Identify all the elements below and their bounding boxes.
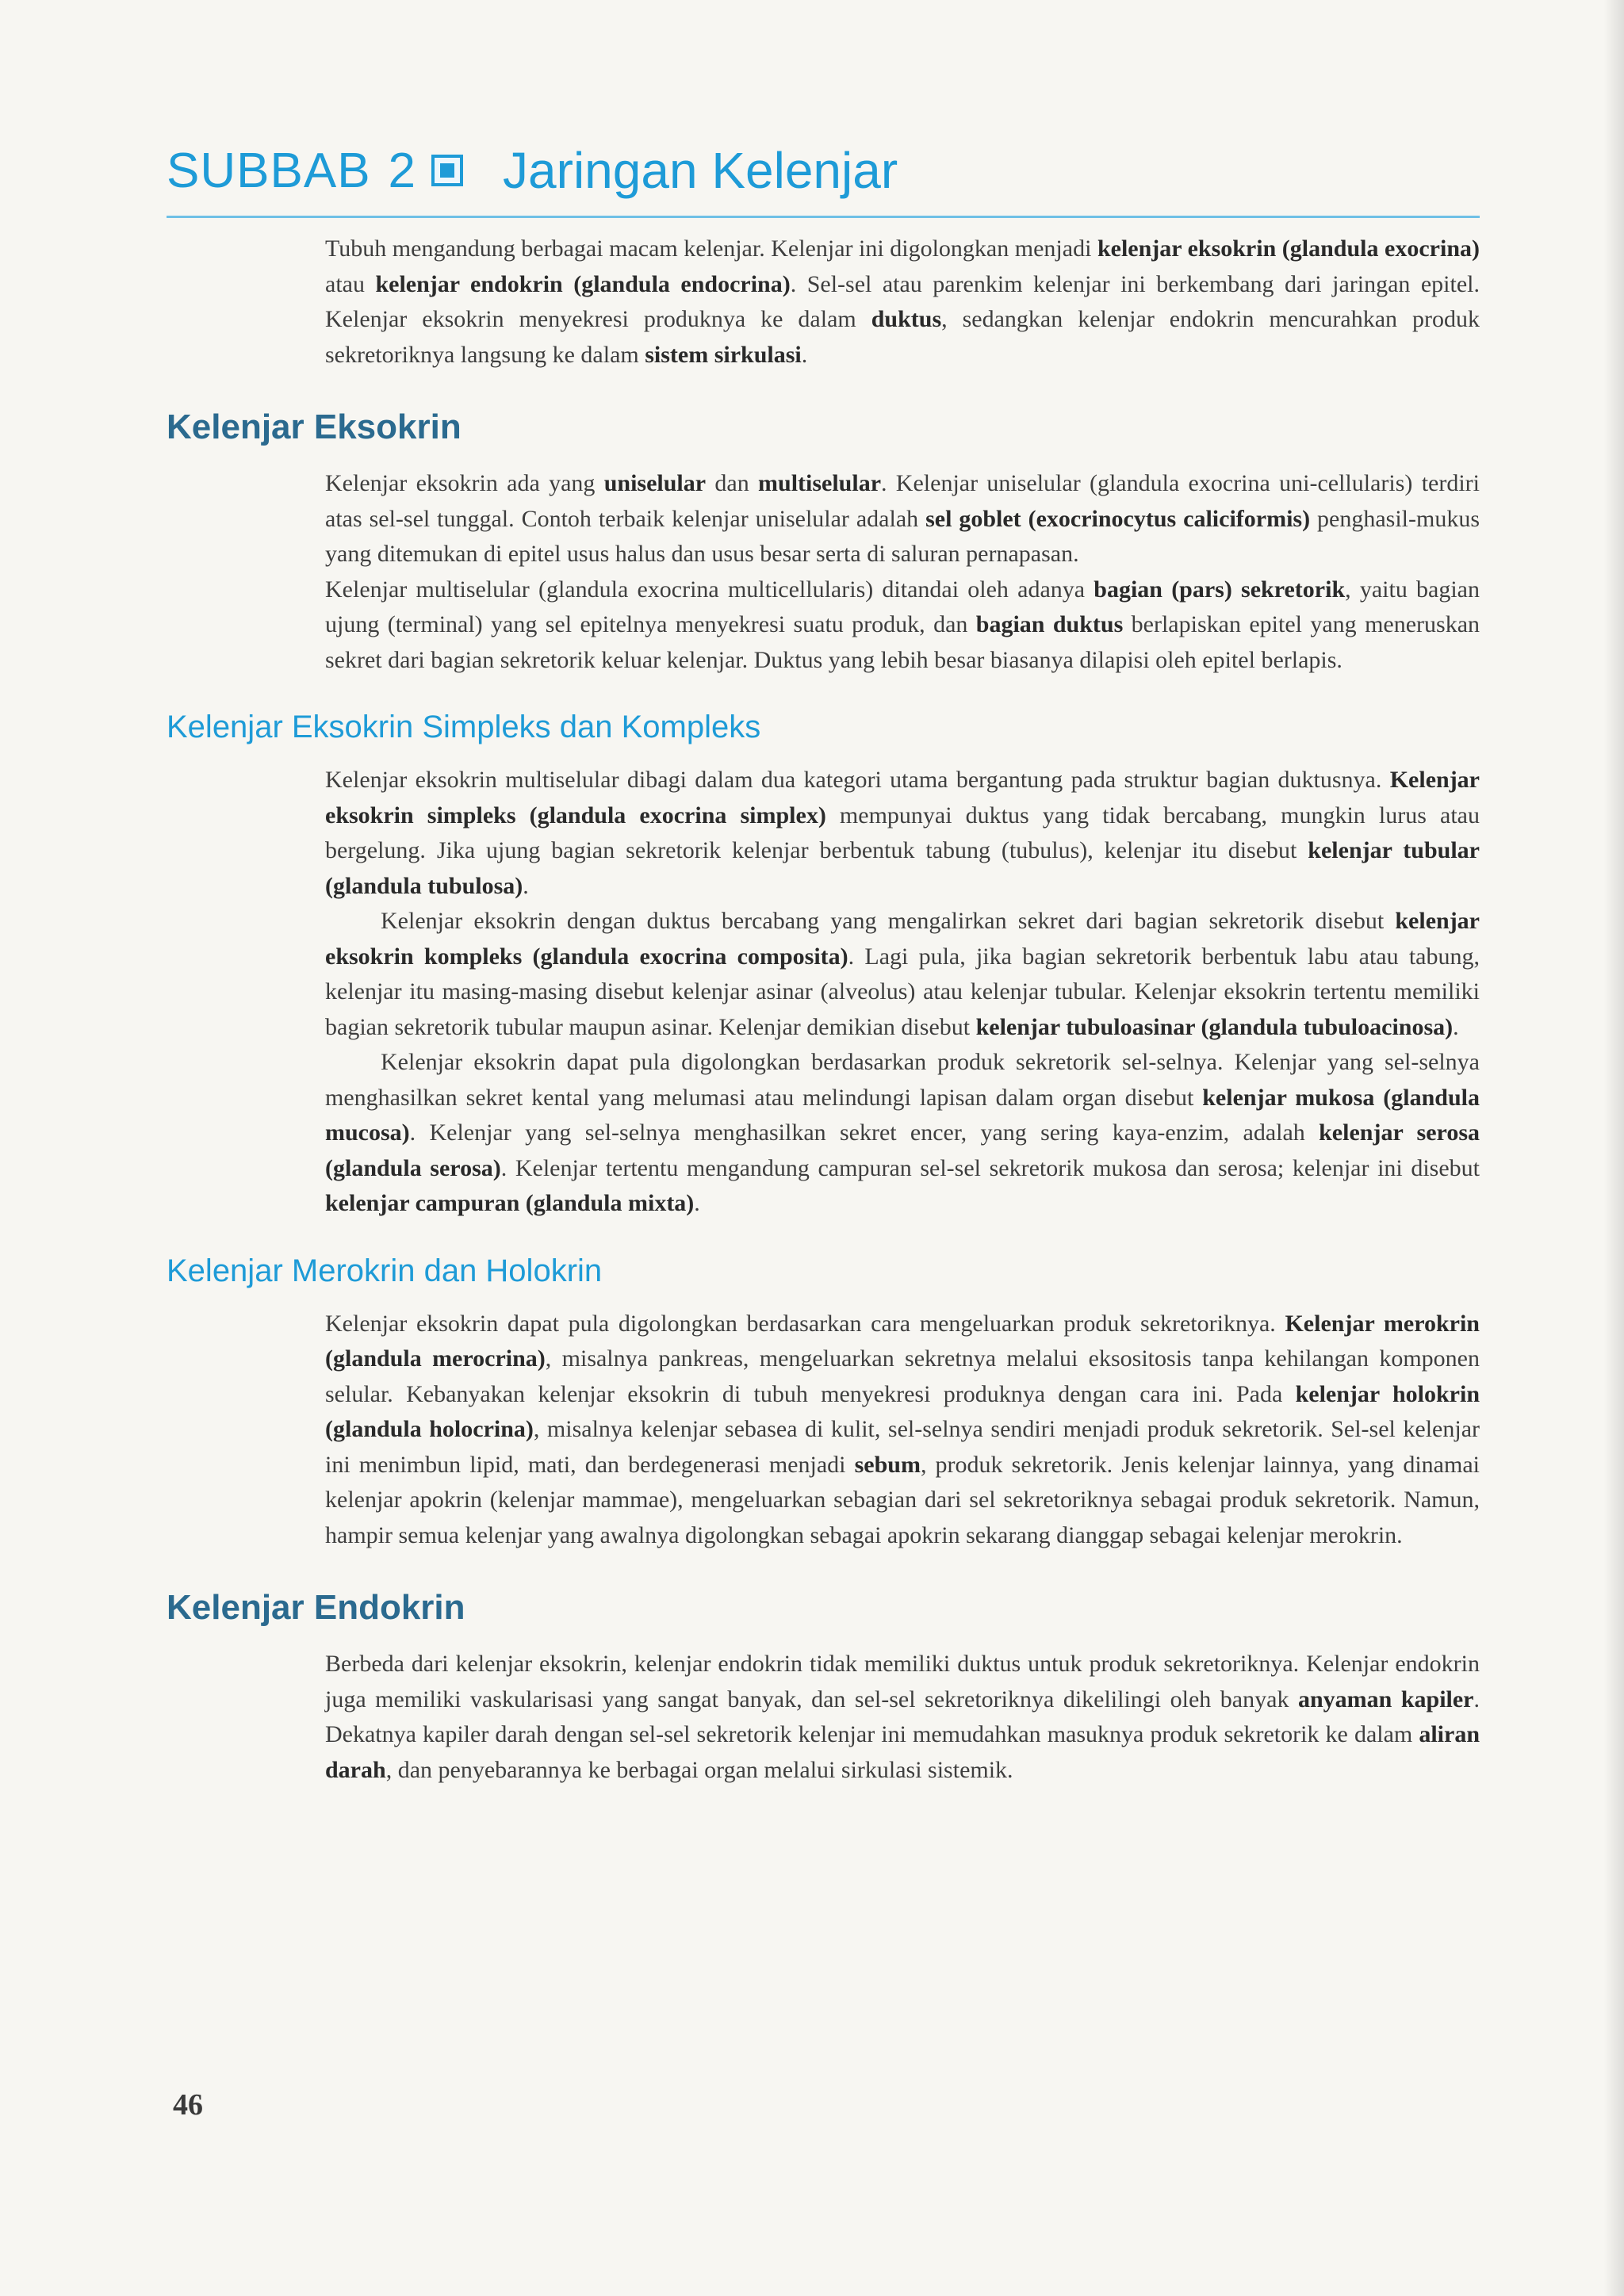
square-bullet-icon bbox=[431, 155, 463, 186]
bold-term: kelenjar eksokrin (glandula exocrina) bbox=[1097, 235, 1480, 262]
bold-term: Kelenjar merokrin (glandula merocrina) bbox=[325, 1310, 1480, 1372]
bold-term: kelenjar holokrin (glandula holocrina) bbox=[325, 1380, 1480, 1442]
text-run: Berbeda dari kelenjar eksokrin, kelenjar endokrin tidak memiliki duktus untuk produk sekretoriknya. Kelenjar endokrin juga memiliki vaskularisasi yang sangat banyak, dan sel-sel sekretoriknya dikelilingi oleh banyak bbox=[325, 1651, 1480, 1712]
text-run: dan bbox=[706, 470, 759, 496]
text-run: penghasil-mukus yang ditemukan di epitel usus halus dan usus besar serta di saluran pernapasan. bbox=[325, 505, 1480, 567]
bold-term: kelenjar endokrin (glandula endocrina) bbox=[375, 270, 791, 297]
paragraph bbox=[325, 572, 1480, 679]
bold-term: aliran darah bbox=[325, 1721, 1480, 1783]
heading-simpleks-kompleks: Kelenjar Eksokrin Simpleks dan Kompleks bbox=[167, 710, 761, 744]
bold-term: kelenjar serosa (glandula serosa) bbox=[325, 1119, 1480, 1181]
text-run: . Dekatnya kapiler darah dengan sel-sel sekretorik kelenjar ini memudahkan masuknya produk sekretorik ke dalam bbox=[325, 1686, 1480, 1747]
bold-term: kelenjar mukosa (glandula mucosa) bbox=[325, 1084, 1480, 1146]
paragraph bbox=[325, 466, 1480, 572]
text-run: , sedangkan kelenjar endokrin mencurahkan produk sekretoriknya langsung ke dalam bbox=[325, 306, 1480, 368]
page-title: Jaringan Kelenjar bbox=[503, 142, 898, 199]
paragraph bbox=[325, 232, 1480, 373]
bold-term: kelenjar tubular (glandula tubulosa) bbox=[325, 837, 1480, 899]
text-run: Kelenjar eksokrin dengan duktus bercabang yang mengalirkan sekret dari bagian sekretorik disebut bbox=[381, 908, 1396, 934]
text-run: mempunyai duktus yang tidak bercabang, mungkin lurus atau bergelung. Jika ujung bagian sekretorik kelenjar berbentuk tabung (tubulus), kelenjar itu disebut bbox=[325, 802, 1480, 863]
text-run: . Kelenjar tertentu mengandung campuran sel-sel sekretorik mukosa dan serosa; kelenjar ini disebut bbox=[500, 1154, 1480, 1181]
text-run: . Kelenjar yang sel-selnya menghasilkan sekret encer, yang sering kaya-enzim, adalah bbox=[409, 1119, 1320, 1146]
heading-kelenjar-eksokrin: Kelenjar Eksokrin bbox=[167, 408, 462, 446]
bold-term: anyaman kapiler bbox=[1297, 1686, 1474, 1712]
text-run: , misalnya pankreas, mengeluarkan sekretnya melalui eksositosis tanpa kehilangan komponen selular. Kebanyakan kelenjar eksokrin di tubuh menyekresi produknya dengan cara ini. Pada bbox=[325, 1345, 1480, 1407]
text-run: . bbox=[1453, 1013, 1459, 1040]
text-run: Kelenjar multiselular (glandula exocrina multicellularis) ditandai oleh adanya bbox=[325, 576, 1094, 603]
text-run: . bbox=[801, 341, 808, 368]
bold-term: multiselular bbox=[758, 470, 882, 496]
text-run: . Kelenjar uniselular (glandula exocrina uni-cellularis) terdiri atas sel-sel tunggal. Contoh terbaik kelenjar uniselular adalah bbox=[325, 470, 1480, 532]
bold-term: Kelenjar eksokrin simpleks (glandula exocrina simplex) bbox=[325, 767, 1480, 828]
text-run: Tubuh mengandung berbagai macam kelenjar. Kelenjar ini digolongkan menjadi bbox=[325, 235, 1097, 262]
text-run: Kelenjar eksokrin ada yang bbox=[325, 470, 604, 496]
bold-term: uniselular bbox=[603, 470, 707, 496]
header-divider bbox=[167, 216, 1480, 218]
text-run: Kelenjar eksokrin dapat pula digolongkan berdasarkan cara mengeluarkan produk sekretoriknya. bbox=[325, 1310, 1285, 1337]
bold-term: duktus bbox=[871, 306, 942, 332]
text-run: , produk sekretorik. Jenis kelenjar lainnya, yang dinamai kelenjar apokrin (kelenjar mammae), mengeluarkan sebagian dari sel sekretoriknya sebagai produk sekretorik. Namun, hampir semua kelenjar yang awalnya digolongkan sebagai apokrin sekarang dianggap sebagai kelenjar merokrin. bbox=[325, 1451, 1480, 1548]
text-run: . bbox=[694, 1190, 700, 1216]
heading-kelenjar-endokrin: Kelenjar Endokrin bbox=[167, 1588, 465, 1627]
text-run: , misalnya kelenjar sebasea di kulit, sel-selnya sendiri menjadi produk sekretorik. Sel-sel kelenjar ini menimbun lipid, mati, dan berdegenerasi menjadi bbox=[325, 1416, 1480, 1478]
bold-term: kelenjar eksokrin kompleks (glandula exocrina composita) bbox=[325, 908, 1480, 970]
text-run: . bbox=[523, 872, 529, 899]
text-run: Kelenjar eksokrin multiselular dibagi dalam dua kategori utama bergantung pada struktur bagian duktusnya. bbox=[325, 767, 1390, 793]
page-number: 46 bbox=[173, 2088, 203, 2122]
paragraph bbox=[325, 1307, 1480, 1554]
text-run: . Sel-sel atau parenkim kelenjar ini berkembang dari jaringan epitel. Kelenjar eksokrin menyekresi produknya ke dalam bbox=[325, 270, 1480, 332]
bold-term: bagian duktus bbox=[975, 611, 1124, 637]
main-content bbox=[167, 232, 1480, 1788]
text-run: . Lagi pula, jika bagian sekretorik berbentuk labu atau tabung, kelenjar itu masing-masing disebut kelenjar asinar (alveolus) atau kelenjar tubular. Kelenjar eksokrin tertentu memiliki bagian sekretorik tubular maupun asinar. Kelenjar demikian disebut bbox=[325, 943, 1480, 1040]
bold-term: kelenjar tubuloasinar (glandula tubuloacinosa) bbox=[975, 1013, 1454, 1040]
bold-term: kelenjar campuran (glandula mixta) bbox=[325, 1190, 695, 1216]
text-run: atau bbox=[325, 270, 376, 297]
bold-term: sistem sirkulasi bbox=[645, 341, 802, 368]
paragraph bbox=[325, 1647, 1480, 1788]
subbab-label: SUBBAB bbox=[167, 143, 371, 198]
text-run: , dan penyebarannya ke berbagai organ melalui sirkulasi sistemik. bbox=[385, 1756, 1013, 1783]
text-run: berlapiskan epitel yang meneruskan sekret dari bagian sekretorik keluar kelenjar. Duktus yang lebih besar biasanya dilapisi oleh epitel berlapis. bbox=[325, 611, 1480, 673]
paragraph bbox=[325, 1045, 1480, 1222]
text-run: , yaitu bagian ujung (terminal) yang sel epitelnya menyekresi suatu produk, dan bbox=[325, 576, 1480, 637]
bold-term: sebum bbox=[854, 1451, 921, 1478]
heading-merokrin-holokrin: Kelenjar Merokrin dan Holokrin bbox=[167, 1253, 603, 1288]
text-run: Kelenjar eksokrin dapat pula digolongkan berdasarkan produk sekretorik sel-selnya. Kelenjar yang sel-selnya menghasilkan sekret kental yang melumasi atau melindungi lapisan dalam organ disebut bbox=[325, 1049, 1480, 1111]
section-header bbox=[167, 141, 898, 200]
page-edge-shadow bbox=[1603, 0, 1624, 2296]
subbab-number: 2 bbox=[388, 143, 416, 198]
bold-term: bagian (pars) sekretorik bbox=[1094, 576, 1346, 603]
paragraph bbox=[325, 763, 1480, 904]
bold-term: sel goblet (exocrinocytus caliciformis) bbox=[925, 505, 1311, 532]
paragraph bbox=[325, 904, 1480, 1045]
